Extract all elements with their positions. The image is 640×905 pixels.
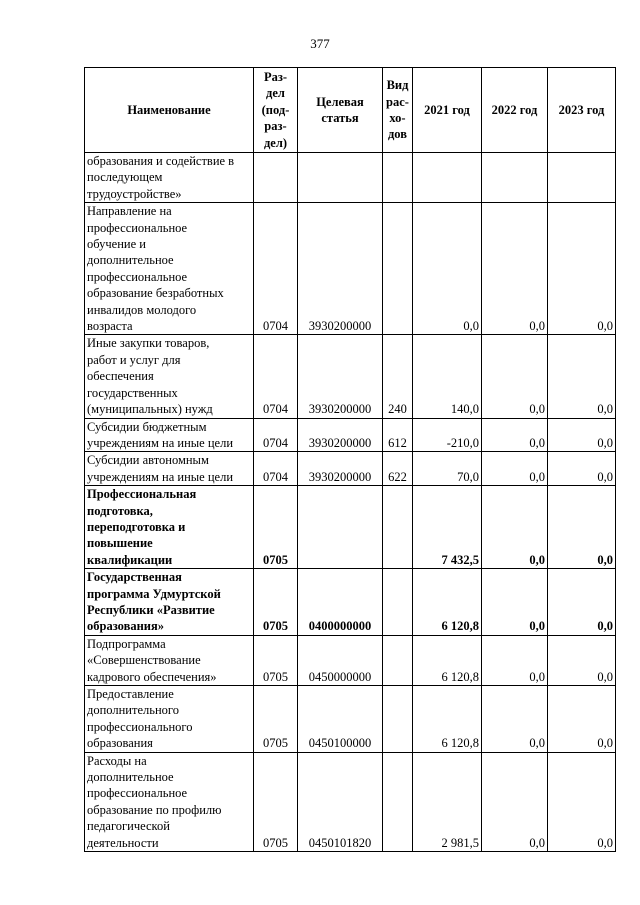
cell-tselevaya: 3930200000 (298, 452, 383, 486)
cell-2023: 0,0 (548, 418, 616, 452)
table-row (85, 569, 616, 636)
table-row (85, 486, 616, 569)
cell-name-line: Субсидии бюджетным (87, 419, 207, 434)
cell-razdel: 0705 (254, 569, 298, 636)
cell-name-line: программа Удмуртской (87, 586, 221, 601)
cell-tselevaya: 0450100000 (298, 686, 383, 753)
header-razdel-line: (под- (261, 102, 290, 117)
cell-name-line: Субсидии автономным (87, 453, 209, 468)
cell-2022: 0,0 (482, 569, 548, 636)
table-row (85, 418, 616, 452)
cell-vid (383, 752, 413, 851)
header-tselevaya (298, 68, 383, 153)
header-razdel-line: дел (266, 86, 285, 101)
cell-tselevaya (298, 486, 383, 569)
cell-name-line: Расходы на (87, 753, 147, 768)
cell-vid (383, 486, 413, 569)
cell-razdel: 0704 (254, 418, 298, 452)
cell-2022: 0,0 (482, 452, 548, 486)
cell-2023: 0,0 (548, 203, 616, 335)
cell-vid: 240 (383, 335, 413, 418)
cell-name (85, 686, 254, 753)
cell-tselevaya: 3930200000 (298, 203, 383, 335)
table-row (85, 635, 616, 685)
cell-2023: 0,0 (548, 635, 616, 685)
table-row (85, 153, 616, 203)
cell-2021: 70,0 (413, 452, 482, 486)
cell-razdel: 0705 (254, 635, 298, 685)
header-tselevaya-line: Целевая (316, 94, 364, 109)
cell-2023: 0,0 (548, 335, 616, 418)
cell-2022: 0,0 (482, 486, 548, 569)
cell-2021: 6 120,8 (413, 686, 482, 753)
cell-name-line: дополнительное (87, 770, 174, 785)
cell-2023: 0,0 (548, 452, 616, 486)
table-body (85, 153, 616, 852)
cell-name-line: образование по профилю (87, 802, 222, 817)
table-row (85, 686, 616, 753)
cell-name-line: государственных (87, 385, 178, 400)
header-razdel-line: дел) (263, 135, 288, 150)
cell-name (85, 486, 254, 569)
cell-razdel: 0705 (254, 752, 298, 851)
cell-name-line: квалификации (87, 552, 173, 567)
cell-name-line: профессиональное (87, 269, 188, 284)
cell-2021: 2 981,5 (413, 752, 482, 851)
cell-2022: 0,0 (482, 752, 548, 851)
cell-name-line: повышение (87, 536, 153, 551)
cell-name (85, 335, 254, 418)
header-vid-line: хо- (389, 111, 406, 125)
cell-2022: 0,0 (482, 203, 548, 335)
cell-name-line: учреждениям на иные цели (87, 469, 234, 484)
header-2022: 2022 год (482, 68, 548, 153)
cell-2022: 0,0 (482, 686, 548, 753)
cell-2021: -210,0 (413, 418, 482, 452)
header-vid-line: рас- (386, 94, 409, 109)
cell-name-line: возраста (87, 319, 133, 334)
cell-razdel: 0705 (254, 486, 298, 569)
cell-tselevaya: 3930200000 (298, 335, 383, 418)
cell-2021: 140,0 (413, 335, 482, 418)
cell-2023: 0,0 (548, 686, 616, 753)
cell-name-line: последующем (87, 170, 163, 185)
cell-vid: 622 (383, 452, 413, 486)
table-row (85, 335, 616, 418)
cell-2021: 6 120,8 (413, 635, 482, 685)
cell-2022: 0,0 (482, 418, 548, 452)
header-vid-line: Вид (386, 78, 409, 93)
cell-name-line: образование безработных (87, 286, 224, 301)
budget-table (84, 67, 616, 852)
page-number: 377 (310, 36, 330, 51)
cell-2023: 0,0 (548, 752, 616, 851)
cell-vid (383, 203, 413, 335)
cell-name-line: «Совершенствование (87, 653, 201, 668)
cell-vid (383, 153, 413, 203)
cell-2021 (413, 153, 482, 203)
cell-name-line: учреждениям на иные цели (87, 435, 234, 450)
table-row (85, 452, 616, 486)
cell-name (85, 752, 254, 851)
header-vid-line: дов (387, 127, 407, 142)
cell-name-line: Подпрограмма (87, 636, 166, 651)
cell-name-line: образования (87, 736, 153, 751)
header-vid (383, 68, 413, 153)
cell-name-line: подготовка, (87, 503, 153, 518)
cell-name-line: дополнительное (87, 253, 174, 268)
cell-2023 (548, 153, 616, 203)
cell-razdel (254, 153, 298, 203)
cell-tselevaya: 3930200000 (298, 418, 383, 452)
cell-tselevaya: 0450101820 (298, 752, 383, 851)
cell-name-line: инвалидов молодого (87, 302, 197, 317)
cell-name-line: Предоставление (87, 687, 174, 701)
cell-name (85, 569, 254, 636)
cell-vid (383, 635, 413, 685)
cell-name-line: профессионального (87, 719, 193, 734)
cell-2021: 0,0 (413, 203, 482, 335)
cell-2021: 7 432,5 (413, 486, 482, 569)
cell-name-line: работ и услуг для (87, 352, 181, 367)
cell-name-line: педагогической (87, 819, 170, 834)
cell-name-line: дополнительного (87, 703, 179, 718)
cell-tselevaya: 0400000000 (298, 569, 383, 636)
cell-name (85, 153, 254, 203)
cell-name-line: образования и содействие в (87, 154, 235, 168)
cell-razdel: 0704 (254, 203, 298, 335)
header-razdel-line: Раз- (263, 69, 288, 84)
cell-name-line: профессиональное (87, 786, 188, 801)
cell-name-line: профессиональное (87, 220, 188, 235)
cell-name-line: Республики «Развитие (87, 602, 215, 617)
cell-name (85, 418, 254, 452)
table-row (85, 203, 616, 335)
header-razdel-line: раз- (264, 119, 287, 134)
cell-razdel: 0705 (254, 686, 298, 753)
header-razdel (254, 68, 298, 153)
cell-name-line: Профессиональная (87, 487, 197, 502)
header-2021: 2021 год (413, 68, 482, 153)
cell-2022: 0,0 (482, 635, 548, 685)
cell-name-line: образования» (87, 619, 165, 634)
cell-vid (383, 686, 413, 753)
cell-name-line: Направление на (87, 204, 172, 219)
cell-name-line: деятельности (87, 835, 159, 850)
cell-2023: 0,0 (548, 486, 616, 569)
table-header-row (85, 68, 616, 153)
cell-name (85, 635, 254, 685)
cell-name-line: обеспечения (87, 369, 154, 384)
table-row (85, 752, 616, 851)
cell-2023: 0,0 (548, 569, 616, 636)
cell-tselevaya: 0450000000 (298, 635, 383, 685)
cell-2022: 0,0 (482, 335, 548, 418)
cell-name-line: переподготовка и (87, 519, 186, 534)
cell-razdel: 0704 (254, 335, 298, 418)
cell-name (85, 452, 254, 486)
cell-vid (383, 569, 413, 636)
cell-name-line: (муниципальных) нужд (87, 402, 213, 417)
header-name: Наименование (85, 68, 254, 153)
cell-2021: 6 120,8 (413, 569, 482, 636)
cell-name-line: обучение и (87, 237, 146, 252)
cell-name (85, 203, 254, 335)
cell-name-line: трудоустройстве» (87, 186, 182, 201)
cell-name-line: Иные закупки товаров, (87, 336, 210, 351)
header-tselevaya-line: статья (321, 111, 359, 125)
cell-name-line: кадрового обеспечения» (87, 669, 217, 684)
header-2023: 2023 год (548, 68, 616, 153)
cell-tselevaya (298, 153, 383, 203)
cell-name-line: Государственная (87, 570, 182, 585)
cell-vid: 612 (383, 418, 413, 452)
cell-razdel: 0704 (254, 452, 298, 486)
cell-2022 (482, 153, 548, 203)
